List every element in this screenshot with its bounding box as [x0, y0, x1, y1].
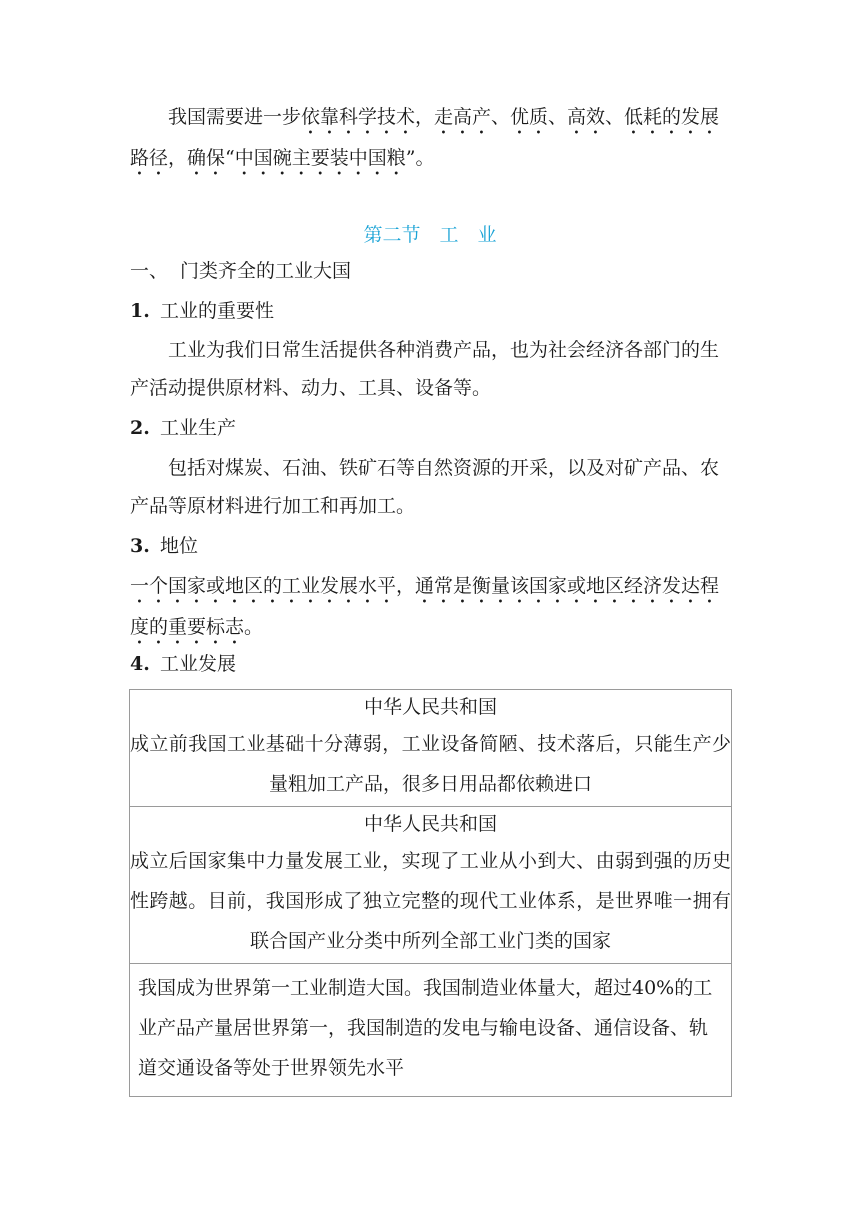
intro-end-punct: 。 — [415, 147, 435, 169]
item-heading-4 — [130, 655, 236, 674]
item-heading-1 — [130, 302, 274, 321]
intro-plain-text: 我国需要进一步 — [168, 106, 302, 128]
heading-text: 门类齐全的工业大国 — [180, 260, 352, 282]
item-number: 4. — [130, 653, 150, 675]
item-number: 1. — [130, 300, 150, 322]
row-text: 我国工业基础十分薄弱，工业设备简陋、技术落后，只能生产少量粗加工产品，很多日用品都依赖进口 — [188, 733, 731, 795]
item-number: 2. — [130, 417, 150, 439]
heading-level-1 — [130, 262, 351, 281]
item-body-3 — [130, 567, 730, 649]
row-title: 中华人民共和国 — [363, 813, 497, 835]
row-title: 中华人民共和国 — [363, 696, 497, 718]
item-title: 工业发展 — [160, 653, 237, 675]
row-body — [130, 724, 731, 806]
item-body-2: 包括对煤炭、石油、铁矿石等自然资源的开采，以及对矿产品、农产品等原材料进行加工和再加工。 — [130, 457, 720, 517]
item-heading-2 — [130, 419, 236, 438]
item-title: 地位 — [160, 535, 199, 557]
intro-emphasis-text: 依靠科学技术，走高产、优质、高效、低耗的发展路径，确保“中国碗主要装中国粮” — [130, 106, 720, 169]
item-title: 工业的重要性 — [160, 300, 275, 322]
table-row-after — [130, 807, 731, 964]
heading-number: 一、 — [130, 260, 169, 282]
table-row-achievement: 我国成为世界第一工业制造大国。我国制造业体量大，超过40%的工业产品产量居世界第一，我国制造的发电与输电设备、通信设备、轨道交通设备等处于世界领先水平 — [138, 977, 713, 1079]
item-heading-3 — [130, 537, 198, 556]
section-title: 第二节 工 业 — [363, 224, 497, 246]
item-body-end: 。 — [244, 616, 264, 638]
item-body-emphasis: 一个国家或地区的工业发展水平，通常是衡量该国家或地区经济发达程度的重要标志 — [130, 575, 720, 638]
item-number: 3. — [130, 535, 150, 557]
row-lead: 成立前 — [130, 733, 189, 755]
table-row-before — [130, 690, 731, 807]
item-title: 工业生产 — [160, 417, 237, 439]
row-text: 国家集中力量发展工业，实现了工业从小到大、由弱到强的历史性跨越。目前，我国形成了独立完整的现代工业体系，是世界唯一拥有联合国产业分类中所列全部工业门类的国家 — [130, 850, 731, 952]
row-lead: 成立后 — [130, 850, 189, 872]
item-body-1: 工业为我们日常生活提供各种消费产品，也为社会经济各部门的生产活动提供原材料、动力、工具、设备等。 — [130, 339, 720, 399]
row-body — [130, 841, 731, 963]
industry-development-table — [129, 689, 732, 1097]
intro-paragraph — [130, 98, 730, 180]
